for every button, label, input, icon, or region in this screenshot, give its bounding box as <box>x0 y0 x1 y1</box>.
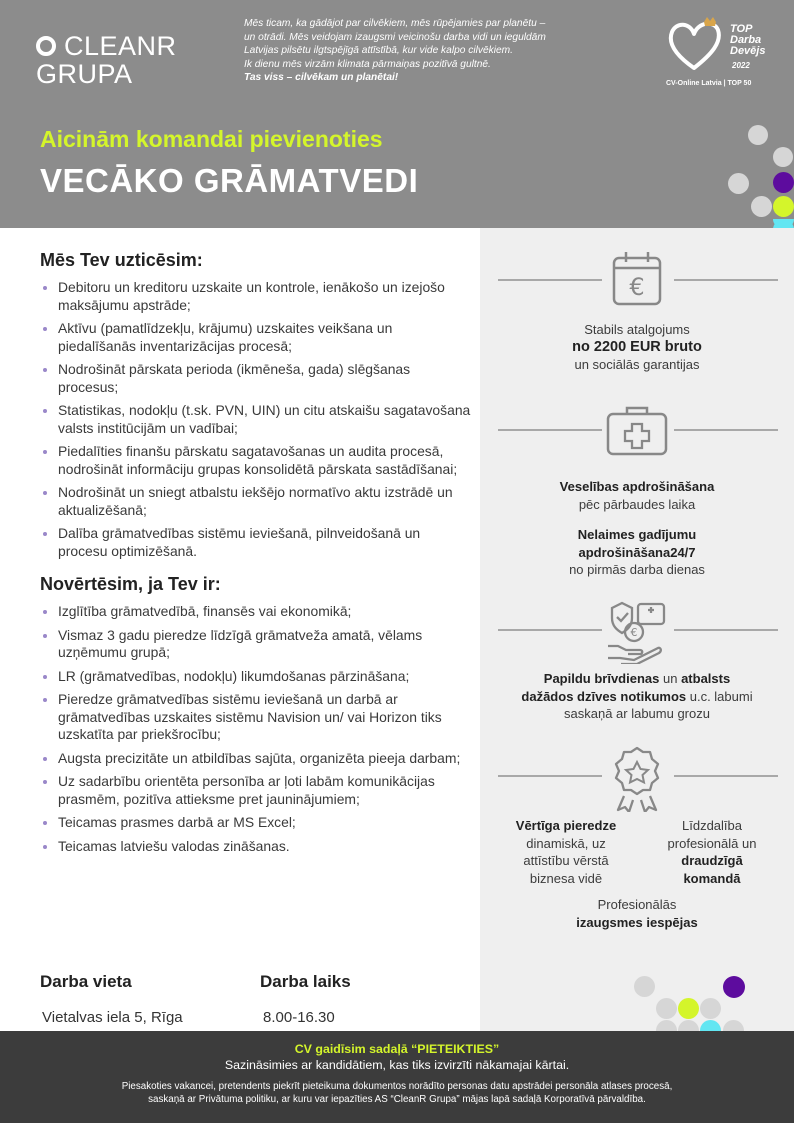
benefit-text: un sociālās garantijas <box>574 357 700 372</box>
top-employer-badge <box>664 16 784 96</box>
legal-line: Piesakoties vakancei, pretendents piekrīt pieteikuma dokumentos norādīto personas datu apstrādei personāla atlases procesā, <box>121 1081 673 1092</box>
benefit-bold: dažādos dzīves notikumos <box>521 688 687 704</box>
job-details <box>40 250 472 861</box>
divider <box>674 629 778 631</box>
list-item: Nodrošināt un sniegt atbalstu iekšējo normatīvo aktu izstrādē un aktualizēšanā; <box>40 484 472 519</box>
benefit-text: profesionālā un <box>667 835 757 851</box>
decor-dot <box>773 172 794 193</box>
benefit-bold: Papildu brīvdienas <box>543 671 660 686</box>
benefit-text: biznesa vidē <box>529 870 603 886</box>
benefit-health-insurance <box>480 478 794 513</box>
decor-dot <box>678 1020 699 1031</box>
intro-line: un otrādi. Mēs veidojam izaugsmi veicinošu darba vidi un ieguldām <box>244 31 546 43</box>
legal-line: saskaņā ar Privātuma politiku, ar kuru var iepazīties AS “CleanR Grupa” mājas lapā sadaļā Korporatīvā pārvaldība. <box>148 1094 646 1105</box>
list-item: Teicamas prasmes darbā ar MS Excel; <box>40 814 472 832</box>
benefit-text: dinamiskā, uz <box>526 835 606 851</box>
work-place-title: Darba vieta <box>40 972 132 991</box>
decor-dot <box>748 125 768 145</box>
decor-dot <box>723 1020 744 1031</box>
decor-dot <box>773 147 793 167</box>
benefit-bold: apdrošināšana24/7 <box>578 544 696 560</box>
decor-dot <box>656 1020 677 1031</box>
benefit-growth <box>480 896 794 931</box>
divider <box>674 279 778 281</box>
requirements-list <box>40 603 472 855</box>
company-logo <box>36 32 177 88</box>
decor-dot <box>723 976 745 998</box>
list-item: Dalība grāmatvedības sistēmu ieviešanā, pilnveidošanā un procesu optimizēšanā. <box>40 525 472 560</box>
decor-dot <box>634 976 655 997</box>
header-banner <box>0 0 794 228</box>
benefit-bold: atbalsts <box>681 671 731 686</box>
benefit-text: attīstību vērstā <box>523 853 609 868</box>
list-item: Uz sadarbību orientēta personība ar ļoti labām komunikācijas prasmēm, pozitīva attieksme pret jauninājumiem; <box>40 773 472 808</box>
award-line: TOP <box>730 23 753 35</box>
intro-text <box>244 17 619 85</box>
list-item: Statistikas, nodokļu (t.sk. PVN, UIN) un citu atskaišu sagatavošana valsts institūcijām un vadībai; <box>40 402 472 437</box>
divider <box>498 429 602 431</box>
list-item: Augsta precizitāte un atbildības sajūta, organizēta pieeja darbam; <box>40 750 472 768</box>
decor-dot <box>700 998 721 1019</box>
list-item: Izglītība grāmatvedībā, finansēs vai ekonomikā; <box>40 603 472 621</box>
requirements-title: Novērtēsim, ja Tev ir: <box>40 574 221 594</box>
benefit-bold: Vērtīga pieredze <box>515 818 617 833</box>
decor-dot <box>751 196 772 217</box>
benefit-bold: Veselības apdrošināšana <box>559 479 715 494</box>
logo-ring-icon <box>36 36 56 56</box>
benefit-bold: draudzīgā <box>681 853 743 868</box>
intro-line: Mēs ticam, ka gādājot par cilvēkiem, mēs rūpējamies par planētu – <box>244 18 546 29</box>
intro-line: Latvijas pilsētu ilgtspējīgā attīstībā, kur vide kalpo cilvēkiem. <box>244 45 513 57</box>
decor-dot <box>656 998 677 1019</box>
benefit-text: Līdzdalība <box>682 818 742 833</box>
award-line: Darba <box>730 34 762 46</box>
svg-text:€: € <box>629 273 645 301</box>
list-item: Piedalīties finanšu pārskatu sagatavošanas un audita procesā, nodrošināt informāciju grupas konsolidētā pārskata sastādīšanai; <box>40 443 472 478</box>
benefit-text: Stabils atalgojums <box>584 322 690 337</box>
benefit-text: Profesionālās <box>597 897 677 912</box>
apply-headline: CV gaidīsim sadaļā “PIETEIKTIES” <box>294 1042 500 1056</box>
benefit-accident-insurance <box>480 526 794 579</box>
award-title <box>730 24 765 57</box>
divider <box>498 775 602 777</box>
benefit-text: pēc pārbaudes laika <box>578 496 696 512</box>
benefit-text: u.c. labumi <box>686 688 753 704</box>
work-place <box>40 972 183 1026</box>
intro-slogan: Tas viss – cilvēkam un planētai! <box>244 72 399 84</box>
list-item: Aktīvu (pamatlīdzekļu, krājumu) uzskaites veikšana un piedalīšanās inventarizācijas procesā; <box>40 320 472 355</box>
decor-dot <box>678 998 699 1019</box>
duties-title: Mēs Tev uzticēsim: <box>40 250 203 270</box>
decor-dot <box>728 173 749 194</box>
job-title: VECĀKO GRĀMATVEDI <box>40 162 419 199</box>
intro-line: Ik dienu mēs virzām klimata pārmaiņas pozitīvā gultnē. <box>244 58 491 70</box>
privacy-notice <box>0 1080 794 1106</box>
svg-text:€: € <box>630 626 638 639</box>
divider <box>498 629 602 631</box>
invite-heading: Aicinām komandai pievienoties <box>40 126 383 152</box>
calendar-euro-icon <box>610 248 664 308</box>
list-item: Debitoru un kreditoru uzskaite un kontrole, ienākošo un izejošo maksājumu apstrāde; <box>40 279 472 314</box>
benefit-bold: Nelaimes gadījumu <box>577 527 697 542</box>
work-hours <box>260 972 351 1026</box>
work-hours-title: Darba laiks <box>260 972 351 991</box>
benefit-experience <box>500 817 632 887</box>
award-year: 2022 <box>732 61 750 70</box>
apply-subline: Sazināsimies ar kandidātiem, kas tiks izvirzīti nākamajai kārtai. <box>224 1058 570 1072</box>
footer <box>0 1031 794 1123</box>
award-footer: CV-Online Latvia | TOP 50 <box>666 80 752 87</box>
benefits-panel <box>480 228 794 1031</box>
benefit-team <box>646 817 778 887</box>
list-item: Pieredze grāmatvedības sistēmu ieviešanā un darbā ar grāmatvedības uzskaites sistēmu Navision un/ vai Horizon tiks uzskatīta par priekšrocību; <box>40 691 472 744</box>
duties-list <box>40 279 472 560</box>
list-item: Vismaz 3 gadu pieredze līdzīgā grāmatveža amatā, vēlams uzņēmumu grupā; <box>40 627 472 662</box>
logo-text-line2: GRUPA <box>36 59 133 89</box>
benefit-salary <box>480 321 794 374</box>
salary-amount: no 2200 EUR bruto <box>572 338 702 355</box>
benefit-bold: izaugsmes iespējas <box>576 914 698 930</box>
divider <box>498 279 602 281</box>
award-line: Devējs <box>730 45 766 57</box>
list-item: Nodrošināt pārskata perioda (ikmēneša, gada) slēgšanas procesus; <box>40 361 472 396</box>
list-item: LR (grāmatvedības, nodokļu) likumdošanas pārzināšana; <box>40 668 472 686</box>
heart-crown-icon <box>664 16 724 74</box>
award-star-icon <box>610 744 664 812</box>
work-hours-value: 8.00-16.30 <box>263 1009 335 1026</box>
first-aid-kit-icon <box>604 402 670 458</box>
hand-shield-icon <box>604 596 670 664</box>
benefit-extra <box>490 670 784 723</box>
benefit-text: un <box>659 671 682 686</box>
decor-dot <box>700 1020 721 1031</box>
benefit-text: no pirmās darba dienas <box>569 562 705 577</box>
decor-dot <box>773 196 794 217</box>
work-place-value: Vietalvas iela 5, Rīga <box>42 1009 183 1026</box>
list-item: Teicamas latviešu valodas zināšanas. <box>40 838 472 856</box>
divider <box>674 429 778 431</box>
divider <box>674 775 778 777</box>
logo-text-line1: CLEANR <box>64 31 177 61</box>
benefit-bold: komandā <box>683 870 741 886</box>
benefit-text: saskaņā ar labumu grozu <box>564 706 710 721</box>
